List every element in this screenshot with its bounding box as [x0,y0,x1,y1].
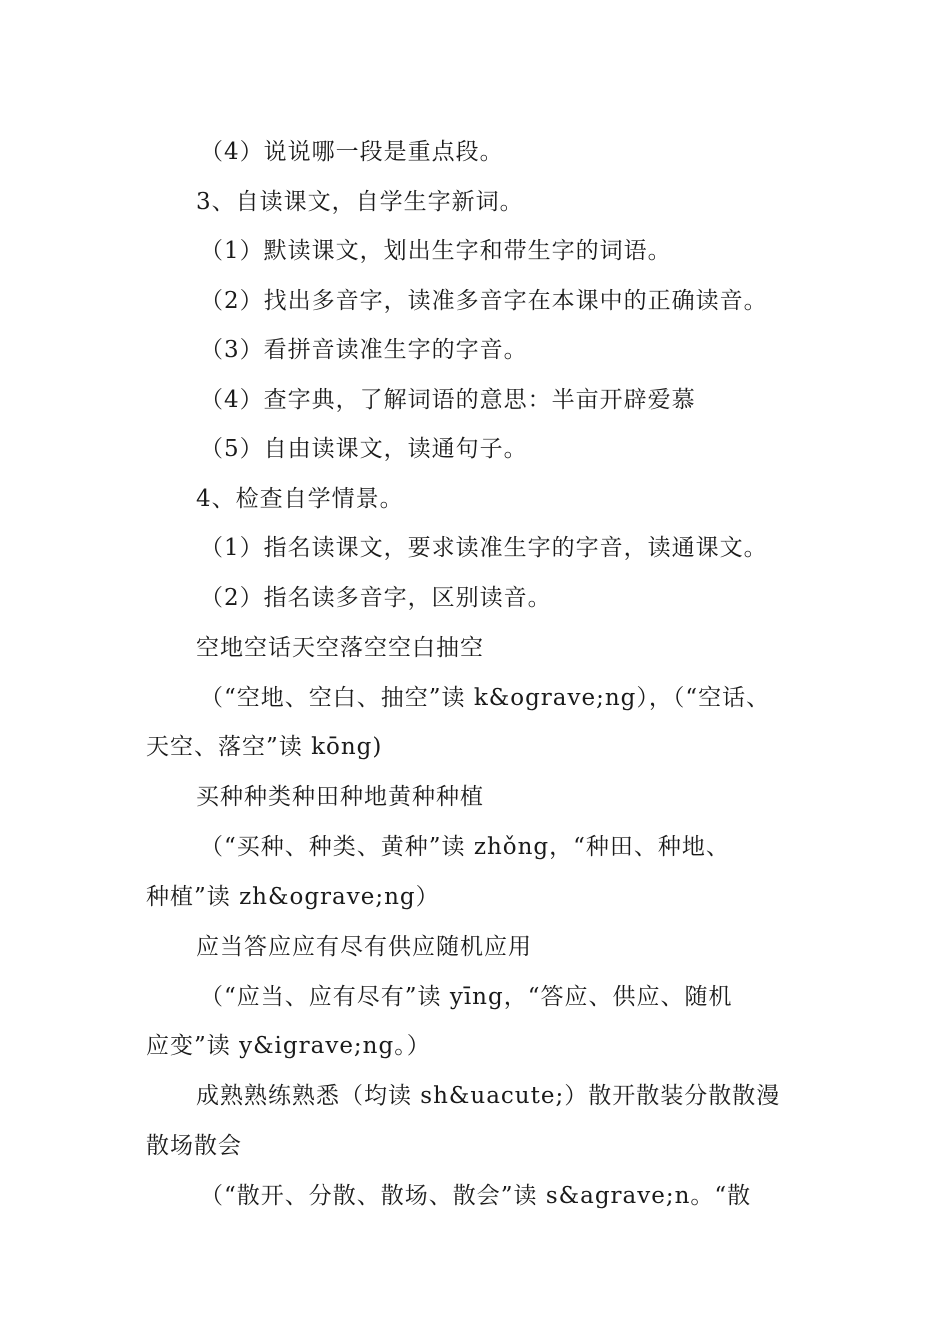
text-line: （“散开、分散、散场、散会”读 s&agrave;n。“散 [200,1183,752,1209]
text-line: 空地空话天空落空空白抽空 [196,635,484,661]
text-line: 种植”读 zh&ograve;ng） [146,884,440,910]
text-line: 应当答应应有尽有供应随机应用 [196,934,532,960]
text-line: （4）查字典，了解词语的意思：半亩开辟爱慕 [200,387,696,413]
text-line: （5）自由读课文，读通句子。 [200,436,528,462]
text-line: 天空、落空”读 kōng) [146,734,383,760]
text-line: （“应当、应有尽有”读 yīng，“答应、供应、随机 [200,984,733,1010]
text-line: （1）指名读课文，要求读准生字的字音，读通课文。 [200,535,768,561]
text-line: （2）指名读多音字，区别读音。 [200,585,552,611]
text-line: （“买种、种类、黄种”读 zhǒng，“种田、种地、 [200,834,730,860]
text-line: 3、自读课文，自学生字新词。 [196,189,524,215]
text-line: （1）默读课文，划出生字和带生字的词语。 [200,238,672,264]
text-line: （2）找出多音字，读准多音字在本课中的正确读音。 [200,288,768,314]
text-line: 4、检查自学情景。 [196,486,404,512]
text-line: 散场散会 [146,1133,242,1159]
text-line: 买种种类种田种地黄种种植 [196,784,484,810]
text-line: （“空地、空白、抽空”读 k&ograve;ng），（“空话、 [200,685,771,711]
text-line: 成熟熟练熟悉（均读 sh&uacute;）散开散装分散散漫 [196,1083,781,1109]
text-line: （3）看拼音读准生字的字音。 [200,337,528,363]
text-line: （4）说说哪一段是重点段。 [200,139,504,165]
text-line: 应变”读 y&igrave;ng。） [146,1033,431,1059]
